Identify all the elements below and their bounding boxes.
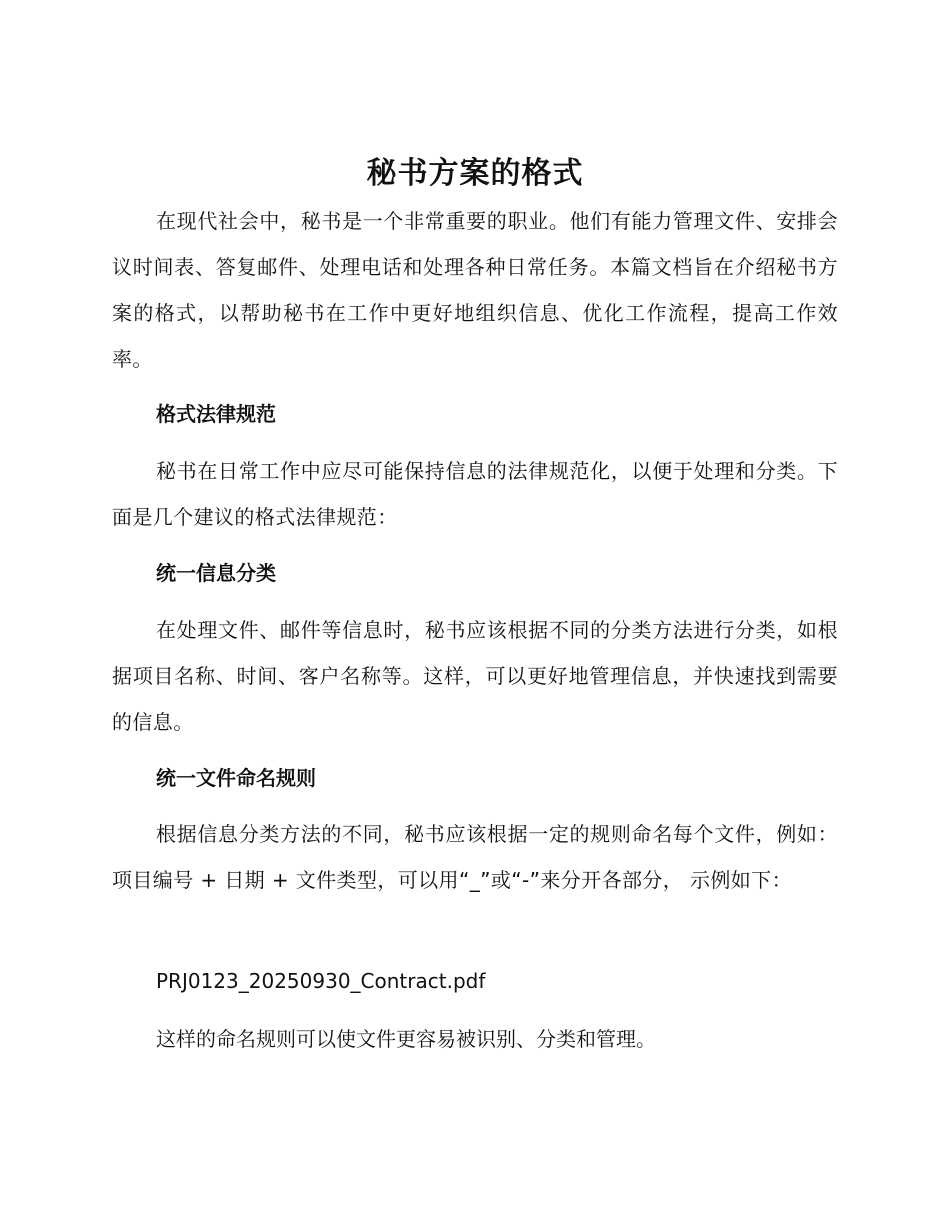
section-heading-format-rules: 格式法律规范	[156, 402, 276, 426]
file-name-example: PRJ0123_20250930_Contract.pdf	[156, 969, 486, 993]
document-title: 秘书方案的格式	[366, 156, 584, 191]
closing-sentence: 这样的命名规则可以使文件更容易被识别、分类和管理。	[156, 1027, 656, 1051]
section-heading-info-classification: 统一信息分类	[156, 561, 276, 585]
section-body-info-classification: 在处理文件、邮件等信息时，秘书应该根据不同的分类方法进行分类，如根据项目名称、时间、客户名称等。这样，可以更好地管理信息，并快速找到需要的信息。	[112, 618, 838, 734]
section-body-format-rules: 秘书在日常工作中应尽可能保持信息的法律规范化，以便于处理和分类。下面是几个建议的格式法律规范：	[112, 459, 838, 529]
section-heading-file-naming: 统一文件命名规则	[156, 766, 316, 790]
intro-paragraph: 在现代社会中，秘书是一个非常重要的职业。他们有能力管理文件、安排会议时间表、答复邮件、处理电话和处理各种日常任务。本篇文档旨在介绍秘书方案的格式，以帮助秘书在工作中更好地组织信息、优化工作流程，提高工作效率。	[112, 209, 838, 371]
section-body-file-naming: 根据信息分类方法的不同，秘书应该根据一定的规则命名每个文件，例如：项目编号 + 日期 + 文件类型，可以用“_”或“-”来分开各部分， 示例如下：	[112, 822, 838, 892]
